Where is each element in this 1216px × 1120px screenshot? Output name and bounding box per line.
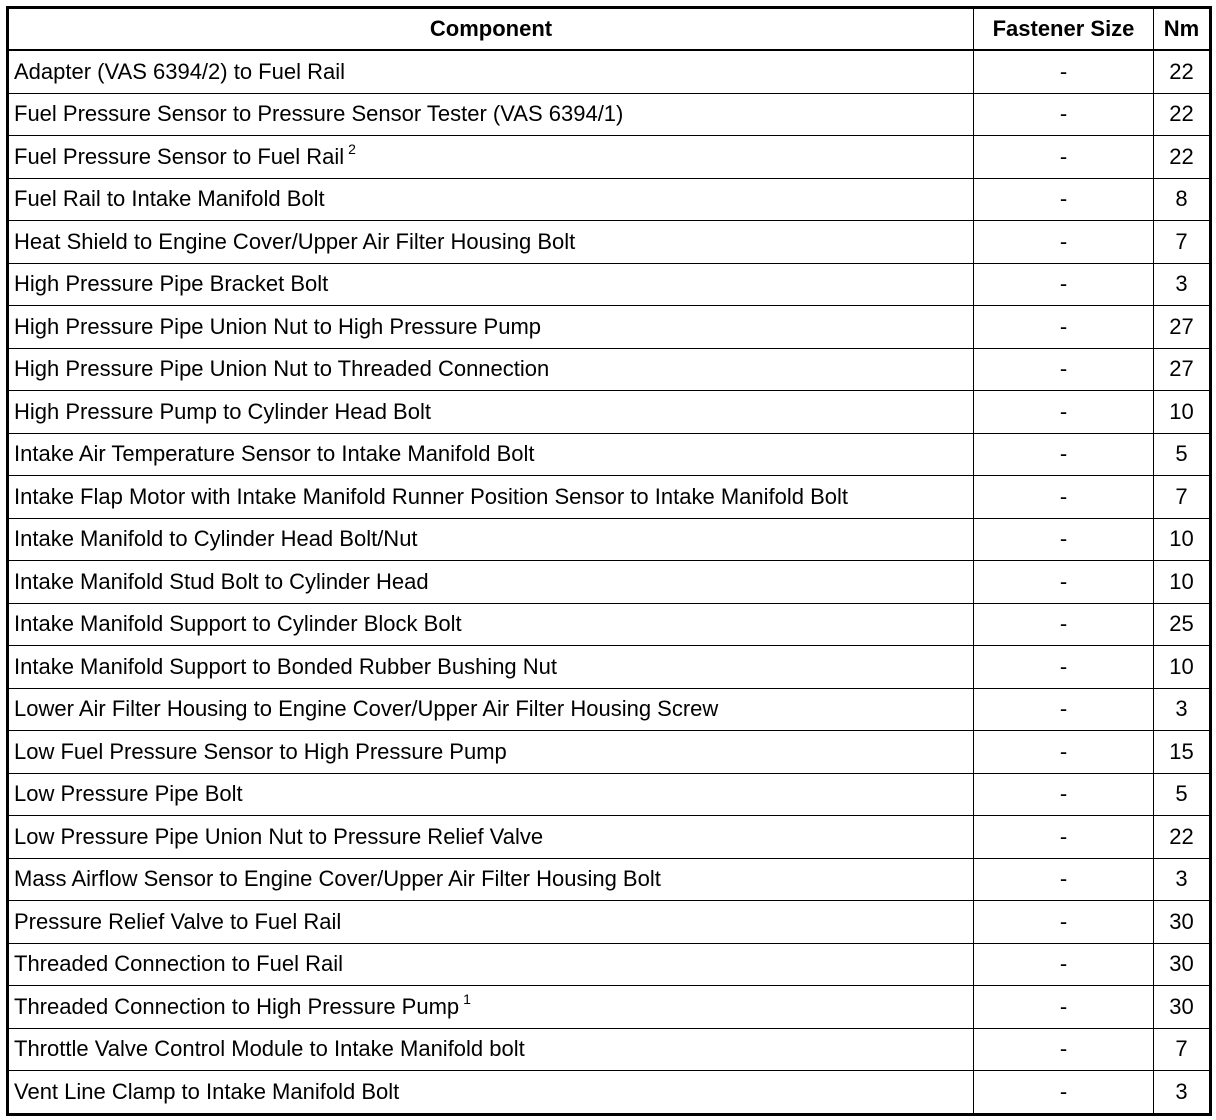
torque-nm-cell: 5 <box>1154 773 1211 816</box>
component-name: High Pressure Pipe Union Nut to High Pressure Pump <box>14 313 542 339</box>
component-name: Intake Manifold Stud Bolt to Cylinder Head <box>14 568 429 594</box>
table-row <box>8 348 1211 391</box>
component-name: Heat Shield to Engine Cover/Upper Air Filter Housing Bolt <box>14 228 576 254</box>
table-row <box>8 603 1211 646</box>
component-cell <box>8 943 974 986</box>
fastener-size-cell: - <box>974 688 1154 731</box>
component-cell <box>8 1071 974 1115</box>
component-cell <box>8 603 974 646</box>
component-cell <box>8 50 974 93</box>
table-row <box>8 773 1211 816</box>
torque-nm-cell: 7 <box>1154 476 1211 519</box>
table-row <box>8 263 1211 306</box>
component-name: Intake Manifold Support to Bonded Rubber Bushing Nut <box>14 653 558 679</box>
table-row <box>8 391 1211 434</box>
component-cell <box>8 561 974 604</box>
fastener-size-cell: - <box>974 731 1154 774</box>
component-name: Low Pressure Pipe Union Nut to Pressure Relief Valve <box>14 823 544 849</box>
component-cell <box>8 858 974 901</box>
component-name: Threaded Connection to High Pressure Pump <box>14 993 460 1019</box>
table-row <box>8 50 1211 93</box>
component-cell <box>8 93 974 136</box>
component-name: Fuel Pressure Sensor to Pressure Sensor Tester (VAS 6394/1) <box>14 101 624 127</box>
table-row <box>8 986 1211 1029</box>
torque-nm-cell: 30 <box>1154 943 1211 986</box>
component-name: Fuel Rail to Intake Manifold Bolt <box>14 186 325 212</box>
torque-nm-cell: 22 <box>1154 816 1211 859</box>
torque-nm-cell: 10 <box>1154 561 1211 604</box>
component-name: High Pressure Pump to Cylinder Head Bolt <box>14 398 431 424</box>
table-row <box>8 816 1211 859</box>
table-row <box>8 901 1211 944</box>
component-name: Intake Flap Motor with Intake Manifold Runner Position Sensor to Intake Manifold Bolt <box>14 483 848 509</box>
table-row <box>8 93 1211 136</box>
fastener-size-cell: - <box>974 603 1154 646</box>
table-row <box>8 943 1211 986</box>
component-cell <box>8 178 974 221</box>
table-row <box>8 1028 1211 1071</box>
torque-nm-cell: 3 <box>1154 1071 1211 1115</box>
component-cell <box>8 221 974 264</box>
component-cell <box>8 348 974 391</box>
fastener-size-cell: - <box>974 858 1154 901</box>
torque-nm-cell: 10 <box>1154 391 1211 434</box>
fastener-size-cell: - <box>974 348 1154 391</box>
torque-nm-cell: 5 <box>1154 433 1211 476</box>
table-row <box>8 221 1211 264</box>
component-name: Low Pressure Pipe Bolt <box>14 781 243 807</box>
fastener-size-cell: - <box>974 433 1154 476</box>
table-row <box>8 731 1211 774</box>
component-name: Pressure Relief Valve to Fuel Rail <box>14 908 342 934</box>
component-cell <box>8 646 974 689</box>
table-row <box>8 433 1211 476</box>
component-cell <box>8 773 974 816</box>
torque-nm-cell: 3 <box>1154 688 1211 731</box>
component-name: Intake Air Temperature Sensor to Intake Manifold Bolt <box>14 441 535 467</box>
fastener-size-cell: - <box>974 306 1154 349</box>
torque-nm-cell: 22 <box>1154 93 1211 136</box>
component-name: High Pressure Pipe Union Nut to Threaded Connection <box>14 356 550 382</box>
table-row <box>8 561 1211 604</box>
component-name: Mass Airflow Sensor to Engine Cover/Upper Air Filter Housing Bolt <box>14 866 661 892</box>
component-cell <box>8 391 974 434</box>
header-nm: Nm <box>1154 8 1211 51</box>
footnote-marker: 1 <box>463 990 471 1007</box>
fastener-size-cell: - <box>974 221 1154 264</box>
fastener-size-cell: - <box>974 901 1154 944</box>
torque-nm-cell: 22 <box>1154 136 1211 179</box>
table-row <box>8 1071 1211 1115</box>
fastener-size-cell: - <box>974 136 1154 179</box>
torque-nm-cell: 7 <box>1154 1028 1211 1071</box>
table-row <box>8 858 1211 901</box>
footnote-marker: 2 <box>348 140 356 157</box>
component-cell <box>8 901 974 944</box>
component-cell <box>8 986 974 1029</box>
table-row <box>8 178 1211 221</box>
component-cell <box>8 688 974 731</box>
table-body <box>8 50 1211 1114</box>
torque-spec-table <box>6 6 1212 1116</box>
component-cell <box>8 518 974 561</box>
component-cell <box>8 433 974 476</box>
torque-nm-cell: 30 <box>1154 986 1211 1029</box>
torque-nm-cell: 3 <box>1154 263 1211 306</box>
component-name: Vent Line Clamp to Intake Manifold Bolt <box>14 1078 400 1104</box>
component-cell <box>8 816 974 859</box>
fastener-size-cell: - <box>974 93 1154 136</box>
component-cell <box>8 731 974 774</box>
fastener-size-cell: - <box>974 50 1154 93</box>
fastener-size-cell: - <box>974 178 1154 221</box>
component-name: Low Fuel Pressure Sensor to High Pressure Pump <box>14 738 507 764</box>
component-name: High Pressure Pipe Bracket Bolt <box>14 271 329 297</box>
fastener-size-cell: - <box>974 986 1154 1029</box>
torque-nm-cell: 8 <box>1154 178 1211 221</box>
fastener-size-cell: - <box>974 943 1154 986</box>
header-fastener-size: Fastener Size <box>974 8 1154 51</box>
torque-nm-cell: 15 <box>1154 731 1211 774</box>
torque-nm-cell: 22 <box>1154 50 1211 93</box>
fastener-size-cell: - <box>974 476 1154 519</box>
torque-nm-cell: 10 <box>1154 518 1211 561</box>
torque-nm-cell: 30 <box>1154 901 1211 944</box>
component-name: Throttle Valve Control Module to Intake Manifold bolt <box>14 1036 525 1062</box>
fastener-size-cell: - <box>974 1071 1154 1115</box>
component-cell <box>8 1028 974 1071</box>
fastener-size-cell: - <box>974 561 1154 604</box>
fastener-size-cell: - <box>974 816 1154 859</box>
fastener-size-cell: - <box>974 391 1154 434</box>
table-row <box>8 136 1211 179</box>
table-row <box>8 646 1211 689</box>
component-name: Fuel Pressure Sensor to Fuel Rail <box>14 143 345 169</box>
torque-nm-cell: 27 <box>1154 306 1211 349</box>
component-name: Threaded Connection to Fuel Rail <box>14 951 343 977</box>
table-row <box>8 476 1211 519</box>
component-name: Intake Manifold Support to Cylinder Block Bolt <box>14 611 462 637</box>
torque-nm-cell: 3 <box>1154 858 1211 901</box>
fastener-size-cell: - <box>974 1028 1154 1071</box>
component-cell <box>8 136 974 179</box>
table-header-row <box>8 8 1211 51</box>
component-cell <box>8 306 974 349</box>
component-cell <box>8 476 974 519</box>
fastener-size-cell: - <box>974 646 1154 689</box>
component-name: Intake Manifold to Cylinder Head Bolt/Nut <box>14 526 418 552</box>
torque-nm-cell: 25 <box>1154 603 1211 646</box>
torque-nm-cell: 27 <box>1154 348 1211 391</box>
component-cell <box>8 263 974 306</box>
component-name: Adapter (VAS 6394/2) to Fuel Rail <box>14 58 345 84</box>
header-component: Component <box>8 8 974 51</box>
fastener-size-cell: - <box>974 263 1154 306</box>
fastener-size-cell: - <box>974 518 1154 561</box>
component-name: Lower Air Filter Housing to Engine Cover/Upper Air Filter Housing Screw <box>14 696 719 722</box>
table-row <box>8 688 1211 731</box>
table-row <box>8 306 1211 349</box>
fastener-size-cell: - <box>974 773 1154 816</box>
table-row <box>8 518 1211 561</box>
torque-nm-cell: 7 <box>1154 221 1211 264</box>
torque-nm-cell: 10 <box>1154 646 1211 689</box>
